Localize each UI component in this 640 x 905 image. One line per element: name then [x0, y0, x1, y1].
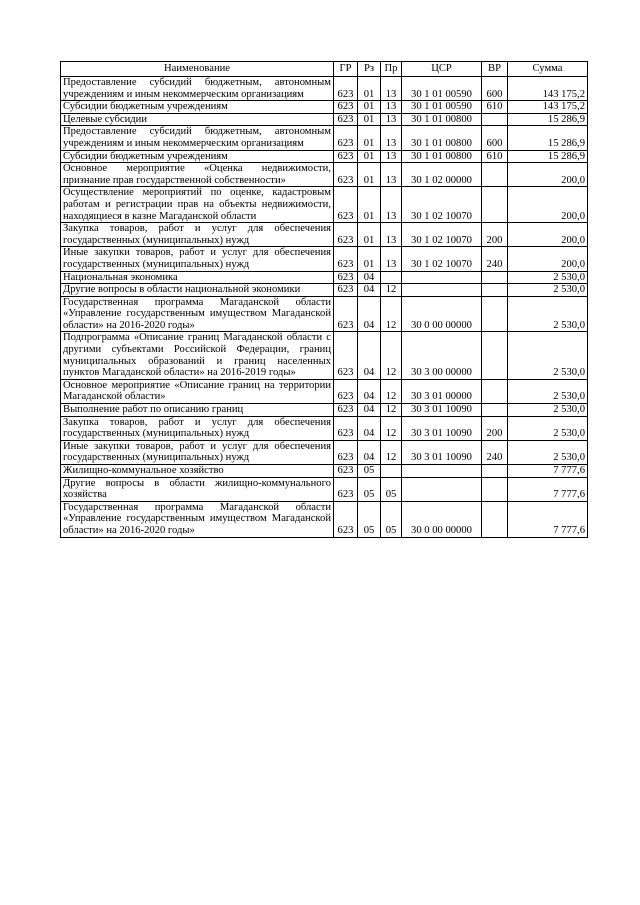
cell-pr: 05: [381, 501, 402, 537]
header-pr: Пр: [381, 62, 402, 77]
cell-sum: 15 286,9: [508, 126, 588, 150]
cell-csr: 30 1 01 00800: [402, 126, 482, 150]
cell-pr: 13: [381, 150, 402, 163]
cell-csr: 30 3 01 00000: [402, 379, 482, 403]
cell-name: Иные закупки товаров, работ и услуг для обеспечения государственных (муниципальных) нужд: [61, 440, 334, 464]
table-row: [61, 247, 588, 271]
cell-vr: [482, 465, 508, 478]
cell-vr: [482, 501, 508, 537]
cell-name: Закупка товаров, работ и услуг для обеспечения государственных (муниципальных) нужд: [61, 223, 334, 247]
cell-sum: 2 530,0: [508, 379, 588, 403]
cell-sum: 2 530,0: [508, 416, 588, 440]
cell-sum: 2 530,0: [508, 404, 588, 417]
header-rz: Рз: [358, 62, 381, 77]
cell-sum: 200,0: [508, 247, 588, 271]
cell-vr: 600: [482, 126, 508, 150]
cell-rz: 01: [358, 113, 381, 126]
cell-gr: 623: [334, 284, 358, 297]
cell-rz: 01: [358, 247, 381, 271]
cell-gr: 623: [334, 247, 358, 271]
cell-gr: 623: [334, 440, 358, 464]
cell-csr: 30 1 02 00000: [402, 163, 482, 187]
cell-rz: 05: [358, 477, 381, 501]
cell-rz: 04: [358, 296, 381, 332]
cell-vr: [482, 296, 508, 332]
cell-sum: 143 175,2: [508, 77, 588, 101]
table-row: [61, 416, 588, 440]
cell-vr: [482, 379, 508, 403]
cell-gr: 623: [334, 223, 358, 247]
document-page: [60, 61, 588, 538]
cell-sum: 7 777,6: [508, 477, 588, 501]
cell-pr: 13: [381, 163, 402, 187]
cell-csr: 30 1 02 10070: [402, 223, 482, 247]
table-row: [61, 223, 588, 247]
cell-sum: 2 530,0: [508, 271, 588, 284]
cell-vr: [482, 163, 508, 187]
cell-pr: 13: [381, 101, 402, 114]
cell-gr: 623: [334, 296, 358, 332]
cell-vr: 200: [482, 223, 508, 247]
header-row: [61, 62, 588, 77]
cell-vr: 240: [482, 247, 508, 271]
cell-rz: 01: [358, 126, 381, 150]
cell-gr: 623: [334, 271, 358, 284]
table-row: [61, 332, 588, 379]
cell-csr: 30 1 02 10070: [402, 187, 482, 223]
cell-name: Субсидии бюджетным учреждениям: [61, 101, 334, 114]
cell-name: Государственная программа Магаданской области «Управление государственным имуществом Магаданской области» на 2016-2020 годы»: [61, 501, 334, 537]
cell-csr: 30 3 00 00000: [402, 332, 482, 379]
cell-pr: 12: [381, 332, 402, 379]
cell-rz: 01: [358, 187, 381, 223]
cell-csr: [402, 284, 482, 297]
cell-gr: 623: [334, 404, 358, 417]
header-name: Наименование: [61, 62, 334, 77]
cell-pr: 12: [381, 296, 402, 332]
cell-name: Государственная программа Магаданской области «Управление государственным имуществом Магаданской области» на 2016-2020 годы»: [61, 296, 334, 332]
cell-vr: 200: [482, 416, 508, 440]
cell-name: Иные закупки товаров, работ и услуг для обеспечения государственных (муниципальных) нужд: [61, 247, 334, 271]
cell-csr: 30 3 01 10090: [402, 440, 482, 464]
cell-rz: 04: [358, 284, 381, 297]
cell-pr: 12: [381, 404, 402, 417]
cell-sum: 2 530,0: [508, 332, 588, 379]
cell-gr: 623: [334, 379, 358, 403]
cell-csr: [402, 271, 482, 284]
cell-vr: [482, 187, 508, 223]
cell-rz: 05: [358, 465, 381, 478]
cell-vr: 610: [482, 150, 508, 163]
cell-name: Национальная экономика: [61, 271, 334, 284]
cell-rz: 04: [358, 416, 381, 440]
cell-csr: 30 0 00 00000: [402, 501, 482, 537]
cell-gr: 623: [334, 126, 358, 150]
cell-name: Подпрограмма «Описание границ Магаданской области с другими субъектами Российской Федерации, границ муниципальных образований и границ населенных пунктов Магаданской области» на 2016-2019 годы»: [61, 332, 334, 379]
table-row: [61, 296, 588, 332]
cell-vr: [482, 113, 508, 126]
cell-name: Целевые субсидии: [61, 113, 334, 126]
cell-sum: 7 777,6: [508, 465, 588, 478]
table-row: [61, 284, 588, 297]
cell-pr: 13: [381, 126, 402, 150]
cell-gr: 623: [334, 416, 358, 440]
cell-rz: 04: [358, 404, 381, 417]
cell-pr: [381, 465, 402, 478]
table-row: [61, 113, 588, 126]
cell-sum: 2 530,0: [508, 296, 588, 332]
cell-name: Жилищно-коммунальное хозяйство: [61, 465, 334, 478]
table-row: [61, 477, 588, 501]
cell-csr: 30 3 01 10090: [402, 404, 482, 417]
cell-csr: 30 0 00 00000: [402, 296, 482, 332]
budget-table: [60, 61, 588, 538]
cell-sum: 200,0: [508, 163, 588, 187]
cell-vr: 600: [482, 77, 508, 101]
cell-pr: 05: [381, 477, 402, 501]
cell-name: Основное мероприятие «Оценка недвижимости, признание прав государственной собственности»: [61, 163, 334, 187]
cell-pr: 12: [381, 416, 402, 440]
cell-gr: 623: [334, 465, 358, 478]
table-row: [61, 440, 588, 464]
cell-gr: 623: [334, 477, 358, 501]
cell-csr: 30 3 01 10090: [402, 416, 482, 440]
cell-csr: [402, 465, 482, 478]
cell-pr: 13: [381, 223, 402, 247]
cell-gr: 623: [334, 150, 358, 163]
table-row: [61, 404, 588, 417]
cell-name: Субсидии бюджетным учреждениям: [61, 150, 334, 163]
cell-pr: 12: [381, 379, 402, 403]
cell-pr: 13: [381, 113, 402, 126]
cell-name: Выполнение работ по описанию границ: [61, 404, 334, 417]
cell-rz: 01: [358, 163, 381, 187]
header-sum: Сумма: [508, 62, 588, 77]
table-row: [61, 101, 588, 114]
cell-sum: 143 175,2: [508, 101, 588, 114]
cell-gr: 623: [334, 187, 358, 223]
cell-gr: 623: [334, 332, 358, 379]
cell-pr: 13: [381, 247, 402, 271]
cell-rz: 04: [358, 379, 381, 403]
cell-name: Другие вопросы в области национальной экономики: [61, 284, 334, 297]
table-header: [61, 62, 588, 77]
cell-sum: 2 530,0: [508, 284, 588, 297]
cell-csr: 30 1 01 00590: [402, 77, 482, 101]
cell-gr: 623: [334, 501, 358, 537]
cell-gr: 623: [334, 113, 358, 126]
cell-vr: 240: [482, 440, 508, 464]
table-body: [61, 77, 588, 538]
cell-rz: 04: [358, 332, 381, 379]
table-row: [61, 77, 588, 101]
cell-name: Предоставление субсидий бюджетным, автономным учреждениям и иным некоммерческим организациям: [61, 126, 334, 150]
cell-csr: 30 1 01 00800: [402, 150, 482, 163]
cell-rz: 01: [358, 223, 381, 247]
cell-rz: 01: [358, 77, 381, 101]
cell-csr: [402, 477, 482, 501]
table-row: [61, 465, 588, 478]
cell-vr: [482, 271, 508, 284]
cell-sum: 15 286,9: [508, 113, 588, 126]
table-row: [61, 271, 588, 284]
cell-sum: 200,0: [508, 187, 588, 223]
header-csr: ЦСР: [402, 62, 482, 77]
table-row: [61, 187, 588, 223]
cell-gr: 623: [334, 77, 358, 101]
cell-rz: 01: [358, 150, 381, 163]
cell-name: Предоставление субсидий бюджетным, автономным учреждениям и иным некоммерческим организациям: [61, 77, 334, 101]
cell-rz: 04: [358, 271, 381, 284]
cell-vr: [482, 332, 508, 379]
cell-gr: 623: [334, 163, 358, 187]
cell-name: Основное мероприятие «Описание границ на территории Магаданской области»: [61, 379, 334, 403]
cell-name: Закупка товаров, работ и услуг для обеспечения государственных (муниципальных) нужд: [61, 416, 334, 440]
table-row: [61, 163, 588, 187]
cell-pr: 12: [381, 284, 402, 297]
cell-name: Осуществление мероприятий по оценке, кадастровым работам и регистрации прав на объекты недвижимости, находящиеся в казне Магаданской области: [61, 187, 334, 223]
cell-pr: 13: [381, 187, 402, 223]
cell-rz: 01: [358, 101, 381, 114]
cell-pr: [381, 271, 402, 284]
header-vr: ВР: [482, 62, 508, 77]
header-gr: ГР: [334, 62, 358, 77]
cell-gr: 623: [334, 101, 358, 114]
cell-sum: 7 777,6: [508, 501, 588, 537]
cell-vr: [482, 284, 508, 297]
cell-rz: 04: [358, 440, 381, 464]
cell-csr: 30 1 02 10070: [402, 247, 482, 271]
cell-sum: 200,0: [508, 223, 588, 247]
table-row: [61, 379, 588, 403]
cell-vr: [482, 477, 508, 501]
table-row: [61, 501, 588, 537]
cell-sum: 2 530,0: [508, 440, 588, 464]
cell-vr: 610: [482, 101, 508, 114]
cell-sum: 15 286,9: [508, 150, 588, 163]
table-row: [61, 150, 588, 163]
table-row: [61, 126, 588, 150]
cell-name: Другие вопросы в области жилищно-коммунального хозяйства: [61, 477, 334, 501]
cell-pr: 13: [381, 77, 402, 101]
cell-rz: 05: [358, 501, 381, 537]
cell-vr: [482, 404, 508, 417]
cell-csr: 30 1 01 00590: [402, 101, 482, 114]
cell-csr: 30 1 01 00800: [402, 113, 482, 126]
cell-pr: 12: [381, 440, 402, 464]
